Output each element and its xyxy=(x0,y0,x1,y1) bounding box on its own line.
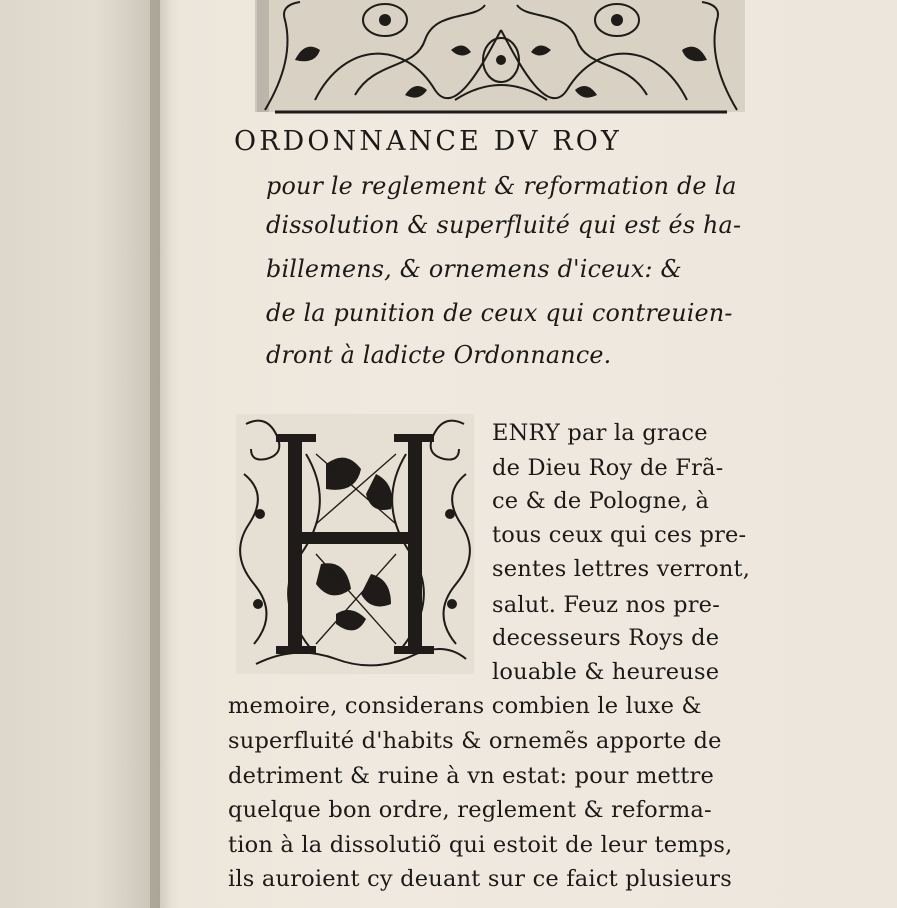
body-line: quelque bon ordre, reglement & reforma- xyxy=(228,797,712,823)
body-line: louable & heureuse xyxy=(492,659,720,685)
subtitle-line: billemens, & ornemens d'iceux: & xyxy=(266,255,682,283)
body-line: memoire, considerans combien le luxe & xyxy=(228,693,702,719)
body-line: ce & de Pologne, à xyxy=(492,488,710,514)
subtitle-line: dront à ladicte Ordonnance. xyxy=(266,341,612,369)
ordinance-title: ORDONNANCE DV ROY xyxy=(234,126,622,157)
body-line: superfluité d'habits & ornemẽs apporte de xyxy=(228,728,722,754)
body-line: de Dieu Roy de Frã- xyxy=(492,455,724,481)
subtitle-line: pour le reglement & reformation de la xyxy=(266,172,737,200)
body-line: sentes lettres verront, xyxy=(492,556,751,582)
left-page xyxy=(0,0,160,908)
body-line: tous ceux qui ces pre- xyxy=(492,522,747,548)
decorated-initial-h xyxy=(236,414,474,674)
body-line: tion à la dissolutiõ qui estoit de leur temps, xyxy=(228,832,733,858)
subtitle-line: de la punition de ceux qui contreuien- xyxy=(266,299,733,327)
body-line: ENRY par la grace xyxy=(492,420,708,446)
book-gutter xyxy=(150,0,180,908)
woodcut-headpiece-ornament xyxy=(255,0,747,118)
body-line: ils auroient cy deuant sur ce faict plusieurs xyxy=(228,866,732,892)
body-line: decesseurs Roys de xyxy=(492,625,720,651)
body-line: detriment & ruine à vn estat: pour mettre xyxy=(228,763,714,789)
subtitle-line: dissolution & superfluité qui est és ha- xyxy=(266,211,742,239)
body-line: salut. Feuz nos pre- xyxy=(492,592,721,618)
